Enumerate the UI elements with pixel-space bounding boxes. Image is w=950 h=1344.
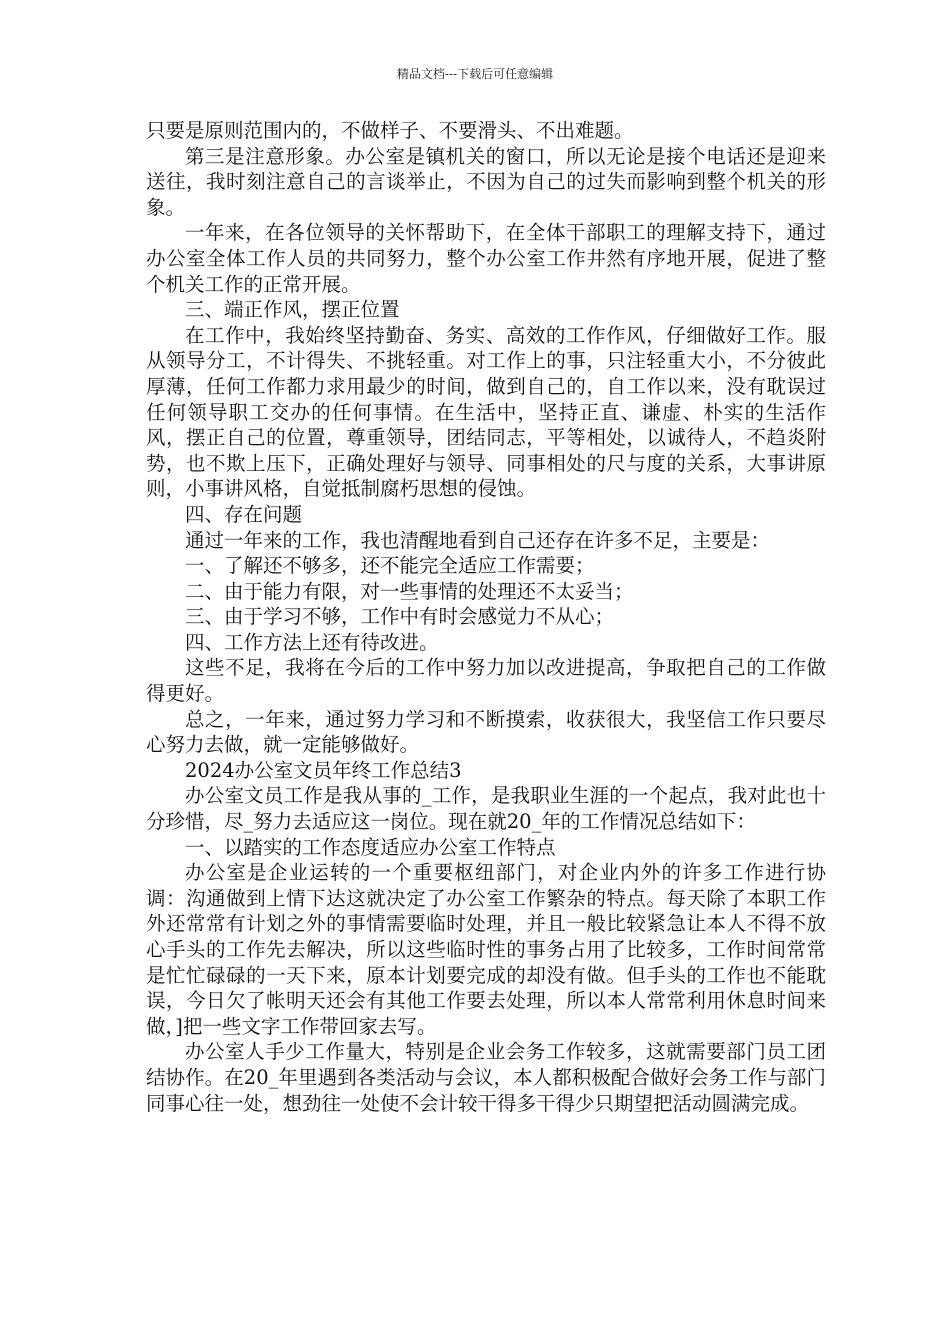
paragraph: 办公室文员工作是我从事的_工作，是我职业生涯的一个起点，我对此也十分珍惜，尽_努力去适应这一岗位。现在就20_年的工作情况总结如下： [146,784,826,834]
list-item: 四、工作方法上还有待改进。 [185,630,439,654]
list-item: 二、由于能力有限，对一些事情的处理还不太妥当； [185,579,634,603]
paragraph: 这些不足，我将在今后的工作中努力加以改进提高，争取把自己的工作做得更好。 [146,656,826,706]
section-heading: 三、端正作风，摆正位置 [185,298,400,322]
paragraph: 第三是注意形象。办公室是镇机关的窗口，所以无论是接个电话还是迎来送往，我时刻注意自己的言谈举止，不因为自己的过失而影响到整个机关的形象。 [146,144,826,219]
paragraph: 办公室是企业运转的一个重要枢纽部门，对企业内外的许多工作进行协调：沟通做到上情下达这就决定了办公室工作繁杂的特点。每天除了本职工作外还常常有计划之外的事情需要临时处理，并且一般比较紧急让本人不得不放心手头的工作先去解决，所以这些临时性的事务占用了比较多，工作时间常常是忙忙碌碌的一天下来，原本计划要完成的却没有做。但手头的工作也不能耽误，今日欠了帐明天还会有其他工作要去处理，所以本人常常利用休息时间来做，]把一些文字工作带回家去写。 [146,861,826,1038]
list-item: 一、了解还不够多，还不能完全适应工作需要； [185,554,595,578]
section-heading: 四、存在问题 [185,502,303,526]
paragraph: 在工作中，我始终坚持勤奋、务实、高效的工作作风，仔细做好工作。服从领导分工，不计得失、不挑轻重。对工作上的事，只注轻重大小，不分彼此厚薄，任何工作都力求用最少的时间，做到自己的，自工作以来，没有耽误过任何领导职工交办的任何事情。在生活中，坚持正直、谦虚、朴实的生活作风，摆正自己的位置，尊重领导，团结同志，平等相处，以诚待人，不趋炎附势，也不欺上压下，正确处理好与领导、同事相处的尺与度的关系，大事讲原则，小事讲风格，自觉抵制腐朽思想的侵蚀。 [146,323,826,501]
paragraph: 一年来，在各位领导的关怀帮助下，在全体干部职工的理解支持下，通过办公室全体工作人员的共同努力，整个办公室工作井然有序地开展，促进了整个机关工作的正常开展。 [146,221,826,296]
document-body [146,118,826,1116]
paragraph: 通过一年来的工作，我也清醒地看到自己还存在许多不足，主要是： [185,528,771,552]
page-header: 精品文档---下载后可任意编辑 [396,67,554,81]
paragraph: 办公室人手少工作量大，特别是企业会务工作较多，这就需要部门员工团结协作。在20_年里遇到各类活动与会议，本人都积极配合做好会务工作与部门同事心往一处，想劲往一处使不会计较干得多干得少只期望把活动圆满完成。 [146,1040,826,1115]
list-item: 三、由于学习不够，工作中有时会感觉力不从心； [185,605,615,629]
paragraph: 只要是原则范围内的，不做样子、不要滑头、不出难题。 [146,119,634,142]
paragraph: 总之，一年来，通过努力学习和不断摸索，收获很大，我坚信工作只要尽心努力去做，就一定能够做好。 [146,707,826,757]
document-title: 2024办公室文员年终工作总结3 [185,758,462,782]
section-heading: 一、以踏实的工作态度适应办公室工作特点 [185,835,556,859]
